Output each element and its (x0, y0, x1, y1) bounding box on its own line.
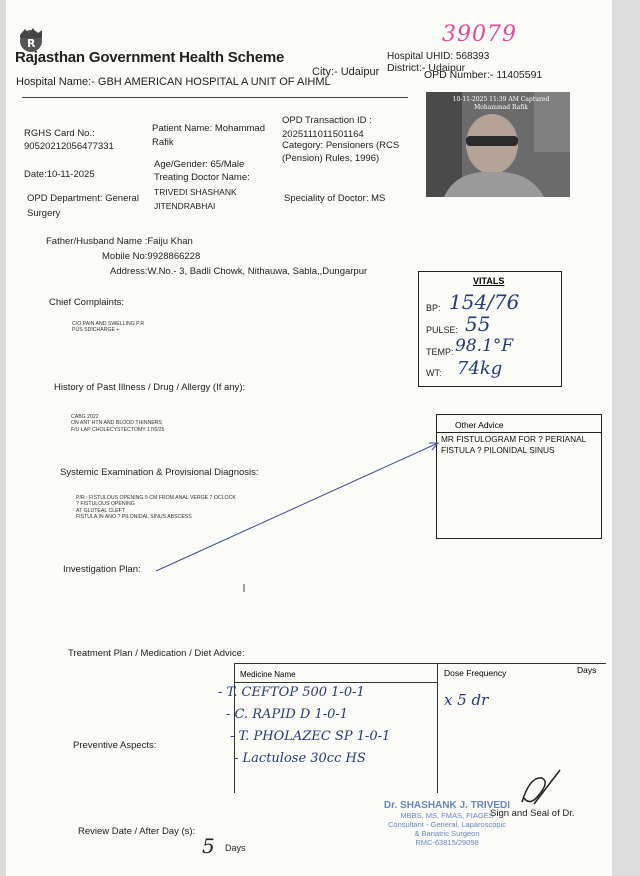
treating-doctor-line2: JITENDRABHAI (154, 201, 216, 211)
district: District:- Udaipur (387, 62, 466, 74)
history-line1: CABG 2022 (71, 414, 99, 420)
hospital-name: Hospital Name:- GBH AMERICAN HOSPITAL A UNIT OF AIHML (16, 76, 331, 88)
table-header-days: Days (577, 665, 597, 675)
preventive-aspects-label: Preventive Aspects: (73, 740, 157, 751)
table-row: - T. CEFTOP 500 1-0-1 (218, 685, 365, 700)
patient-name-line1: Patient Name: Mohammad (152, 123, 265, 134)
table-row: - Lactulose 30cc HS (234, 751, 366, 766)
stamp-qualification: MBBS, MS, FMAS, FIAGES (400, 811, 494, 820)
opd-department-line1: OPD Department: General (27, 193, 139, 204)
doctor-speciality: Speciality of Doctor: MS (284, 193, 386, 204)
table-header-medicine: Medicine Name (240, 670, 296, 679)
stamp-designation-2: & Bariatric Surgeon (414, 829, 480, 838)
scheme-title: Rajasthan Government Health Scheme (15, 49, 285, 66)
age-gender: Age/Gender: 65/Male (154, 159, 245, 170)
wt-value: 74kg (457, 358, 503, 379)
review-date-label: Review Date / After Day (s): (78, 826, 196, 837)
systemic-exam-label: Systemic Examination & Provisional Diagnosis: (60, 467, 259, 478)
table-top-border (234, 663, 606, 664)
bp-label: BP: (426, 303, 441, 313)
wt-label: WT: (426, 368, 442, 378)
systemic-line1: P/R : FISTULOUS OPENING 5 CM FROM ANAL VERGE 7 OCLOCK (76, 495, 236, 501)
pulse-label: PULSE: (426, 325, 459, 335)
systemic-line2: ? FISTULOUS OPENING (76, 501, 135, 508)
stamp-designation: Consultant - General, Laparoscopic (388, 820, 506, 829)
mobile-number: Mobile No:9928866228 (102, 251, 201, 262)
category-line2: (Pension) Rules, 1996) (282, 153, 380, 164)
svg-text:R: R (27, 37, 36, 50)
rghs-card-no: 90520212056477331 (24, 141, 114, 152)
patient-name-line2: Rafik (152, 137, 174, 148)
chief-complaints-line1: C/O PAIN AND SWELLING P.R (72, 321, 145, 327)
dose-frequency-value: x 5 dr (444, 691, 489, 709)
address: Address:W.No.- 3, Badli Chowk, Nithauwa, Sabla,,Dungarpur (110, 266, 368, 277)
opd-txn-label: OPD Transaction ID : (282, 115, 372, 126)
history-line2: ON ANT HTN AND BLOOD THINNERS (71, 420, 162, 427)
city: City:- Udaipur (312, 66, 380, 78)
hospital-uhid: Hospital UHID: 568393 (387, 51, 490, 62)
temp-label: TEMP: (426, 347, 454, 357)
category-line1: Category: Pensioners (RCS (282, 140, 400, 151)
systemic-line4: FISTULA IN ANO ? PILONIDAL SINUS ABSCESS (76, 514, 192, 521)
pulse-value: 55 (465, 312, 491, 336)
bp-value: 154/76 (449, 290, 520, 314)
investigation-plan-label: Investigation Plan: (63, 564, 141, 575)
history-line3: F/U LAP CHOLECYSTECTOMY 17/6/25 (71, 426, 165, 433)
father-husband-name: Father/Husband Name :Faiju Khan (46, 236, 193, 247)
stamp-doctor-name: Dr. SHASHANK J. TRIVEDI (383, 800, 511, 811)
systemic-line3: AT GLUTEAL CLEFT (76, 507, 125, 514)
table-header-border (234, 682, 437, 683)
chief-complaints-line2: PUS SDICHARGE + (72, 327, 120, 334)
doctor-signature (516, 766, 566, 810)
opd-number: OPD Number:- 11405591 (424, 69, 543, 81)
review-days-unit: Days (225, 843, 246, 853)
opd-slip-page (6, 0, 612, 876)
history-label: History of Past Illness / Drug / Allergy (If any): (54, 382, 246, 393)
other-advice-line2: FISTULA ? PILONIDAL SINUS (441, 445, 555, 455)
other-advice-title: Other Advice (455, 420, 504, 430)
opd-department-line2: Surgery (27, 208, 61, 219)
photo-caption-line1: 10-11-2025 11:39 AM Captured (452, 96, 550, 103)
opd-txn-id: 2025111011501164 (282, 129, 364, 140)
table-header-dose: Dose Frequency (444, 668, 507, 678)
photo-caption-line2: Mohammad Rafik (474, 104, 528, 111)
table-row: - C. RAPID D 1-0-1 (226, 707, 349, 722)
stamp-registration: RMC-63815/29098 (415, 838, 479, 847)
handwritten-number: 39079 (442, 22, 517, 47)
rghs-card-label: RGHS Card No.: (24, 128, 95, 139)
table-mid-border (437, 663, 438, 793)
vitals-title: VITALS (473, 276, 505, 286)
sign-seal-label: Sign and Seal of Dr. (490, 808, 575, 819)
table-row: - T. PHOLAZEC SP 1-0-1 (230, 729, 391, 744)
treating-doctor-line1: TRIVEDI SHASHANK (154, 187, 237, 197)
temp-value: 98.1°F (455, 336, 514, 356)
other-advice-line1: MR FISTULOGRAM FOR ? PERIANAL (441, 434, 587, 444)
visit-date: Date:10-11-2025 (24, 169, 95, 180)
review-days-value: 5 (202, 834, 215, 858)
treating-doctor-label: Treating Doctor Name: (154, 172, 250, 183)
treatment-plan-label: Treatment Plan / Medication / Diet Advice: (68, 648, 245, 659)
chief-complaints-label: Chief Complaints: (49, 297, 124, 308)
